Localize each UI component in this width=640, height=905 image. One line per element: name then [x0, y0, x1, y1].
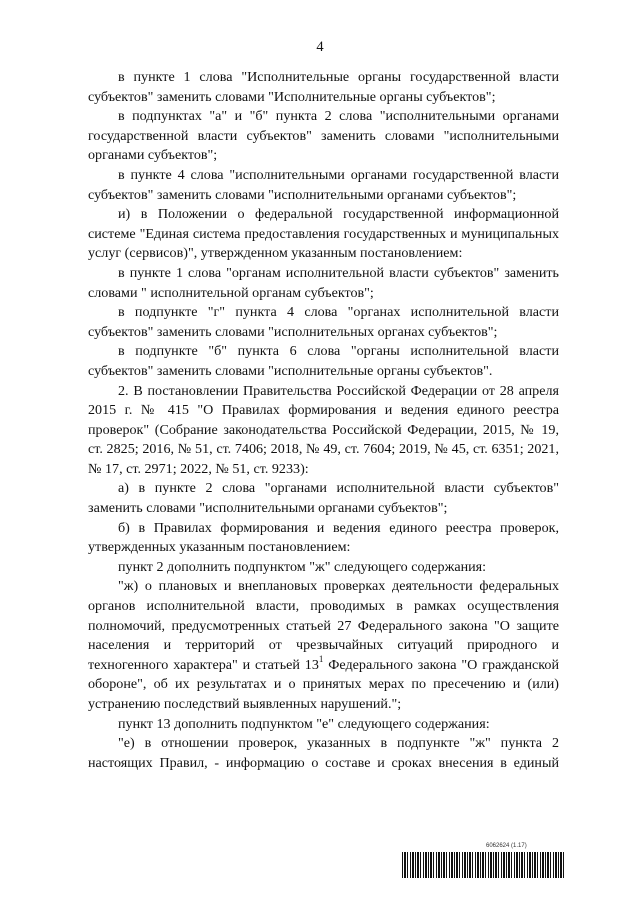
paragraph: пункт 13 дополнить подпунктом "е" следующего содержания:	[118, 715, 490, 732]
document-code: 6062624 (1.17)	[486, 843, 527, 849]
barcode-image	[402, 852, 566, 878]
paragraph: в подпунктах "а" и "б" пункта 2 слова "исполнительными органами государственной власти субъектов" заменить словами "исполнительными органами субъектов";	[88, 108, 559, 164]
paragraph: 2. В постановлении Правительства Российской Федерации от 28 апреля 2015 г. № 415 "О Правилах формирования и ведения единого реестра проверок" (Собрание законодательства Российской Федерации, 2015, № 19, ст. 2825; 2016, № 51, ст. 7406; 2018, № 49, ст. 7604; 2019, № 45, ст. 6351; 2021, № 17, ст. 2971; 2022, № 51, ст. 9233):	[88, 382, 559, 477]
paragraph-text: "ж) о плановых и внеплановых проверках деятельности федеральных органов исполнительной власти, проводимых в рамках осуществления полномочий, предусмотренных статьей 27 Федерального закона "О защите населения и территорий от чрезвычайных ситуаций природного и техногенного характера" и статьей 13	[88, 578, 559, 673]
paragraph: в подпункте "б" пункта 6 слова "органы исполнительной власти субъектов" заменить словами "исполнительные органы субъектов".	[88, 343, 559, 379]
paragraph: и) в Положении о федеральной государственной информационной системе "Единая система предоставления государственных и муниципальных услуг (сервисов)", утвержденном указанным постановлением:	[88, 206, 559, 262]
paragraph: а) в пункте 2 слова "органами исполнительной власти субъектов" заменить словами "исполнительными органами субъектов";	[88, 480, 559, 517]
paragraph-amendment	[88, 577, 559, 714]
paragraph-continuation: Федерального закона "О гражданской обороне", об их результатах и о принятых мерах по пресечению и (или) устранению последствий выявленных нарушений.";	[88, 656, 560, 712]
paragraph: в пункте 1 слова "органам исполнительной власти субъектов" заменить словами " исполнительной органам субъектов";	[88, 264, 559, 301]
paragraph: в подпункте "г" пункта 4 слова "органах исполнительной власти субъектов" заменить словами "исполнительных органах субъектов";	[88, 304, 559, 340]
page-number: 4	[316, 39, 324, 55]
paragraph: в пункте 1 слова "Исполнительные органы государственной власти субъектов" заменить словами "Исполнительные органы субъектов";	[88, 69, 559, 105]
superscript: 1	[318, 654, 324, 665]
document-body	[88, 68, 559, 773]
paragraph: б) в Правилах формирования и ведения единого реестра проверок, утвержденных указанным постановлением:	[88, 519, 559, 556]
paragraph: в пункте 4 слова "исполнительными органами государственной власти субъектов" заменить словами "исполнительными органами субъектов";	[88, 166, 559, 203]
paragraph: "е) в отношении проверок, указанных в подпункте "ж" пункта 2 настоящих Правил, - информацию о составе и сроках внесения в единый	[88, 735, 559, 771]
paragraph: пункт 2 дополнить подпунктом "ж" следующего содержания:	[118, 558, 487, 575]
